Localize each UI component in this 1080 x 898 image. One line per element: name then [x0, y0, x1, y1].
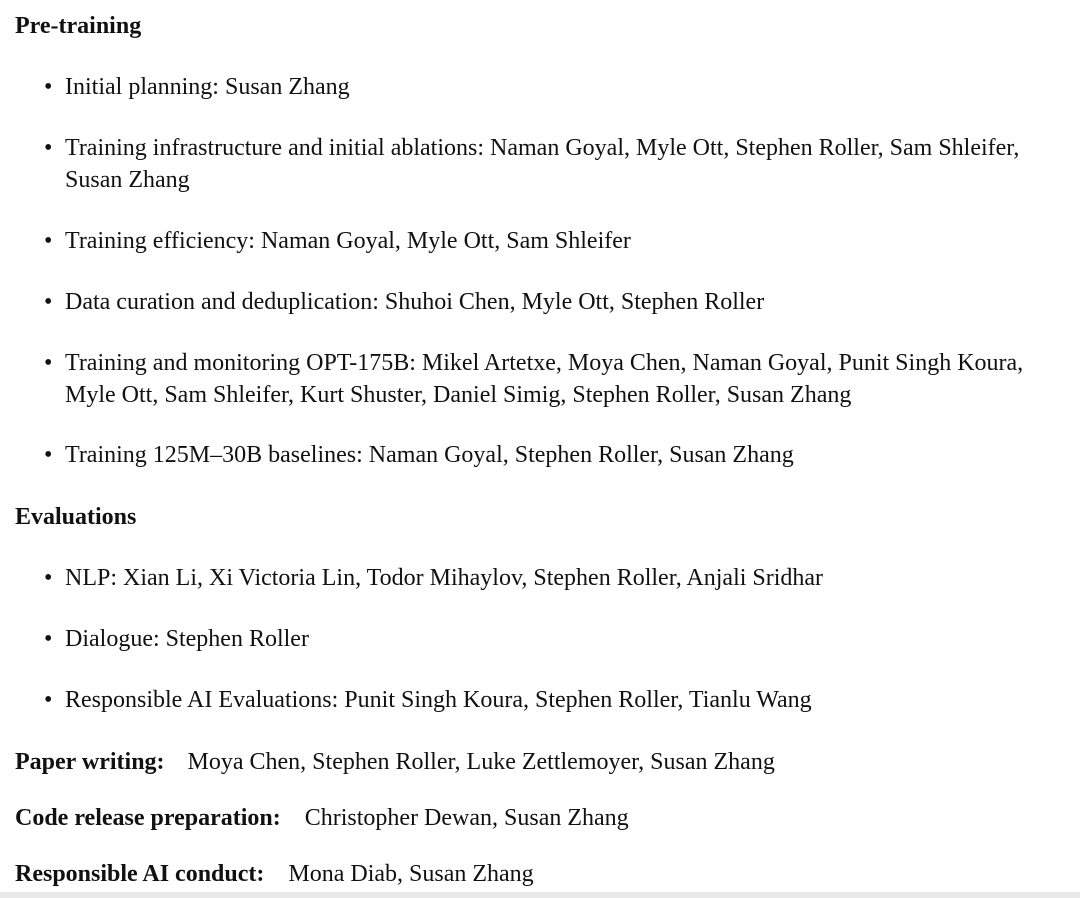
bottom-edge-shade: [0, 892, 1080, 898]
bullet-icon: [44, 562, 65, 594]
contribution-label: Paper writing:: [15, 749, 165, 775]
section-heading-pre-training: Pre-training: [15, 13, 142, 39]
list-item-text: Data curation and deduplication: Shuhoi Chen, Myle Ott, Stephen Roller: [65, 289, 765, 315]
contribution-code-release: [15, 802, 629, 834]
contribution-names: Moya Chen, Stephen Roller, Luke Zettlemoyer, Susan Zhang: [187, 749, 775, 775]
section-heading-evaluations: Evaluations: [15, 504, 137, 530]
list-item-text: Responsible AI Evaluations: Punit Singh Koura, Stephen Roller, Tianlu Wang: [65, 687, 812, 713]
bullet-icon: [44, 132, 65, 164]
list-item: [44, 684, 1074, 716]
list-item: [44, 132, 1074, 196]
list-item-text: NLP: Xian Li, Xi Victoria Lin, Todor Mihaylov, Stephen Roller, Anjali Sridhar: [65, 565, 824, 591]
list-item-text: Dialogue: Stephen Roller: [65, 626, 309, 652]
list-item-text: Training and monitoring OPT-175B: Mikel Artetxe, Moya Chen, Naman Goyal, Punit Singh Koura, Myle Ott, Sam Shleifer, Kurt Shuster, Daniel Simig, Stephen Roller, Susan Zhang: [65, 350, 1024, 408]
list-item: [44, 439, 1074, 471]
list-item-text: Training efficiency: Naman Goyal, Myle Ott, Sam Shleifer: [65, 228, 631, 254]
contribution-label: Code release preparation:: [15, 805, 281, 831]
contribution-label: Responsible AI conduct:: [15, 861, 265, 887]
contribution-responsible-ai-conduct: [15, 858, 534, 890]
contribution-names: Mona Diab, Susan Zhang: [288, 861, 534, 887]
list-item: [44, 225, 1074, 257]
list-item: [44, 347, 1074, 411]
contribution-paper-writing: [15, 746, 775, 778]
list-item-text: Training 125M–30B baselines: Naman Goyal, Stephen Roller, Susan Zhang: [65, 442, 794, 468]
list-item: [44, 71, 1074, 103]
list-item-text: Initial planning: Susan Zhang: [65, 74, 350, 100]
bullet-icon: [44, 684, 65, 716]
bullet-icon: [44, 439, 65, 471]
contribution-names: Christopher Dewan, Susan Zhang: [304, 805, 629, 831]
bullet-icon: [44, 286, 65, 318]
list-item: [44, 623, 1074, 655]
bullet-icon: [44, 225, 65, 257]
bullet-icon: [44, 623, 65, 655]
list-item-text: Training infrastructure and initial ablations: Naman Goyal, Myle Ott, Stephen Roller, Sam Shleifer, Susan Zhang: [65, 135, 1020, 193]
list-item: [44, 562, 1074, 594]
list-item: [44, 286, 1074, 318]
bullet-icon: [44, 347, 65, 379]
bullet-icon: [44, 71, 65, 103]
